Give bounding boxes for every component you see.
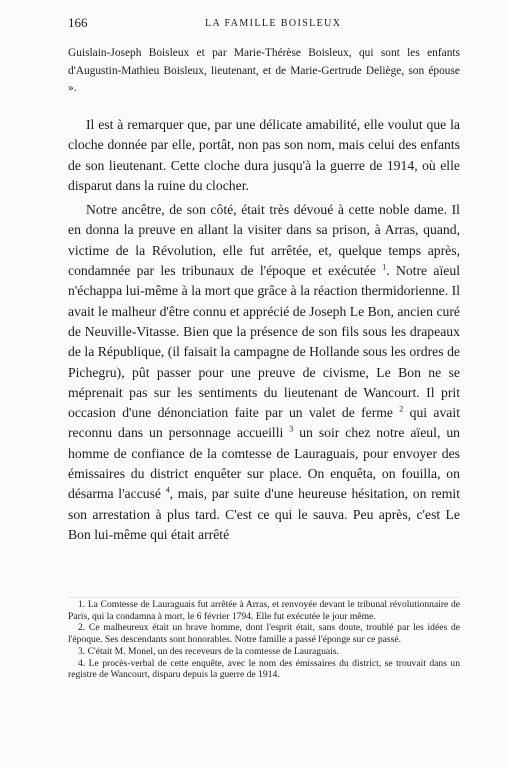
running-title: LA FAMILLE BOISLEUX — [205, 18, 342, 29]
footnotes — [68, 599, 460, 681]
footnote-3: 3. C'était M. Monel, un des receveurs de la comtesse de Lauraguais. — [78, 645, 339, 657]
paragraph-2-part-d: un soir chez notre aïeul, un homme de confiance de la comtesse de Lauraguais, pour envoyer des émissaires du district enquêter sur place. On enquêta, on fouilla, on désarma l'accusé — [68, 425, 461, 502]
page-number: 166 — [68, 15, 88, 30]
paragraph-2-part-c: qui avait reconnu dans un personnage accueilli — [68, 405, 460, 441]
footnote-1: 1. La Comtesse de Lauraguais fut arrêtée à Arras, et renvoyée devant le tribunal révolutionnaire de Paris, qui la condamna à mort, le 6 février 1794. Elle fut exécutée le jour même. — [68, 599, 460, 622]
footnote-ref-2: 2 — [399, 404, 404, 414]
footnote-ref-1: 1 — [382, 262, 387, 272]
main-text — [68, 115, 460, 545]
intro-paragraph: Guislain-Joseph Boisleux et par Marie-Thérèse Boisleux, qui sont les enfants d'Augustin-Mathieu Boisleux, lieutenant, et de Marie-Gertrude Deliège, son épouse ». — [68, 47, 460, 94]
footnote-divider — [68, 597, 460, 598]
footnote-4: 4. Le procès-verbal de cette enquête, avec le nom des émissaires du district, se trouvait dans un registre de Wancourt, disparu depuis la guerre de 1914. — [68, 657, 460, 681]
paragraph-2-part-b: . Notre aïeul n'échappa lui-même à la mort que grâce à la réaction thermidorienne. Il avait le malheur d'être connu et apprécié de Joseph Le Bon, ancien curé de Neuville-Vitasse. Bien que la présence de son fils sous les drapeaux de la République, (il faisait la campagne de Hollande sous les ordres de Pichegru), pût passer pour une preuve de civisme, Le Bon ne se méprenait pas sur les sentiments du lieutenant de Wancourt. Il prit occasion d'une dénonciation faite par un valet de ferme — [68, 263, 461, 421]
paragraph-2 — [68, 200, 460, 545]
paragraph-2-part-e: , mais, par suite d'une heureuse hésitation, on remit son arrestation à plus tard. C'est ce qui le sauva. Peu après, c'est Le Bon lui-même qui était arrêté — [68, 486, 461, 542]
paragraph-1: Il est à remarquer que, par une délicate amabilité, elle voulut que la cloche donnée par elle, portât, non pas son nom, mais celui des enfants de son lieutenant. Cette cloche dura jusqu'à la guerre de 1914, où elle disparut dans la ruine du clocher. — [68, 117, 460, 193]
footnote-ref-3: 3 — [289, 424, 294, 434]
paragraph-2-part-a: Notre ancêtre, de son côté, était très dévoué à cette noble dame. Il en donna la preuve en allant la visiter dans sa prison, à Arras, quand, victime de la Révolution, elle fut arrêtée, et, quelque temps après, condamnée par les tribunaux de l'époque et exécutée — [68, 202, 460, 279]
footnote-2: 2. Ce malheureux était un brave homme, dont l'esprit était, sans doute, troublé par les idées de l'époque. Ses descendants sont honorables. Notre famille a passé l'éponge sur ce passé. — [68, 622, 460, 646]
footnote-ref-4: 4 — [165, 485, 170, 495]
